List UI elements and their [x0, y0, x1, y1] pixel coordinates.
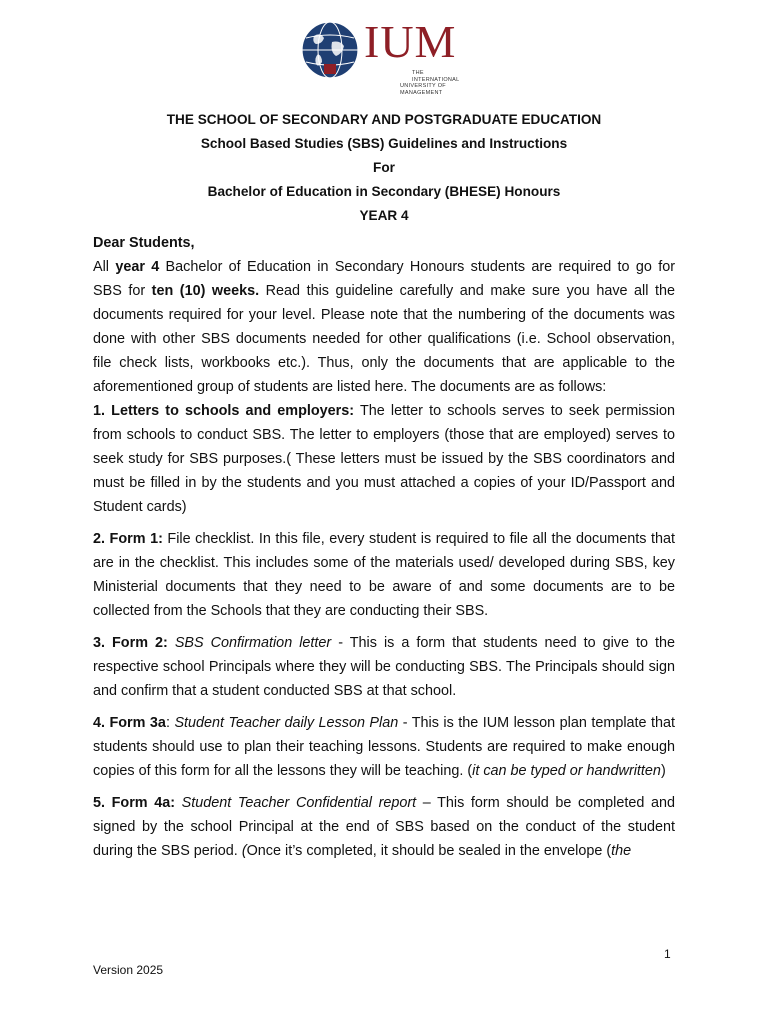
item-text: Once it’s completed, it should be sealed in the envelope ( [246, 843, 612, 859]
item-text: The letter to schools serves to seek permission from schools to conduct SBS. The letter to employers (those that are employed) serves to seek study for SBS purposes.( These letters must be issued by the SBS coordinators and must be filled in by the students and you must attached a copies of your ID/Passport and Student cards) [93, 403, 676, 515]
item-5 [93, 791, 675, 863]
for-line: For [373, 160, 395, 175]
logo-subtitle-line2: UNIVERSITY OF MANAGEMENT [400, 83, 446, 96]
logo-subtitle-line1: THE INTERNATIONAL [412, 70, 460, 83]
item-2 [93, 527, 675, 623]
item-text: File checklist. In this file, every student is required to file all the documents that are in the checklist. This includes some of the materials used/ developed during SBS, key Ministerial documents that they need to be aware of and some documents are to be collected from the Schools that they are conducting their SBS. [93, 531, 675, 619]
intro-text: Read this guideline carefully and make sure you have all the documents required for your level. Please note that the numbering of the documents was done with other SBS documents needed for other qualifications (i.e. School observation, file check lists, workbooks etc.). Thus, only the documents that are applicable to the aforementioned group of students are listed here. The documents are as follows: [93, 283, 675, 395]
guidelines-title: School Based Studies (SBS) Guidelines and Instructions [200, 136, 568, 151]
item-italic: Student Teacher daily Lesson Plan [174, 715, 399, 731]
item-text: - This is the IUM lesson plan template that students should use to plan their teaching lessons. Students are required to make enough copies of this form for all the lessons they will be teaching. ( [93, 715, 676, 779]
item-1 [93, 399, 675, 519]
logo-wordmark: IUM [364, 16, 457, 67]
logo-subtitle [400, 70, 472, 96]
document-body [93, 231, 675, 863]
intro-bold-weeks: ten (10) weeks. [151, 283, 260, 299]
page-number: 1 [664, 947, 671, 961]
salutation: Dear Students, [93, 235, 195, 251]
item-separator: : [165, 715, 175, 731]
item-italic: SBS Confirmation letter [174, 635, 332, 651]
item-text: – This form should be completed and signed by the school Principal at the end of SBS based on the conduct of the student during the SBS period. [93, 795, 675, 859]
item-number: 1. Letters to schools and employers: [93, 403, 355, 419]
intro-text: Bachelor of Education in Secondary Honours students are required to go for SBS for [93, 259, 675, 299]
item-3 [93, 631, 675, 703]
intro-text: All [93, 259, 116, 275]
item-4 [93, 711, 675, 783]
ium-logo [300, 16, 472, 96]
globe-icon [300, 20, 360, 80]
document-headings [0, 111, 768, 231]
year-title: YEAR 4 [359, 208, 409, 223]
item-number: 4. Form 3a [93, 715, 166, 731]
programme-title: Bachelor of Education in Secondary (BHESE) Honours [207, 184, 561, 199]
item-text: - This is a form that students need to give to the respective school Principals where they will be conducting SBS. The Principals should sign and confirm that a student conducted SBS at that school. [93, 635, 676, 699]
version-label: Version 2025 [93, 963, 164, 977]
intro-paragraph [93, 255, 675, 399]
item-italic: it can be typed or handwritten [472, 763, 661, 779]
school-title: THE SCHOOL OF SECONDARY AND POSTGRADUATE EDUCATION [166, 112, 602, 127]
item-number: 5. Form 4a: [93, 795, 176, 811]
item-italic: ( [241, 843, 247, 859]
item-number: 2. Form 1: [93, 531, 163, 547]
item-text: ) [660, 763, 666, 779]
item-number: 3. Form 2: [93, 635, 168, 651]
intro-bold-year: year 4 [115, 259, 160, 275]
item-italic: Student Teacher Confidential report [181, 795, 417, 811]
item-italic: the [611, 843, 632, 859]
